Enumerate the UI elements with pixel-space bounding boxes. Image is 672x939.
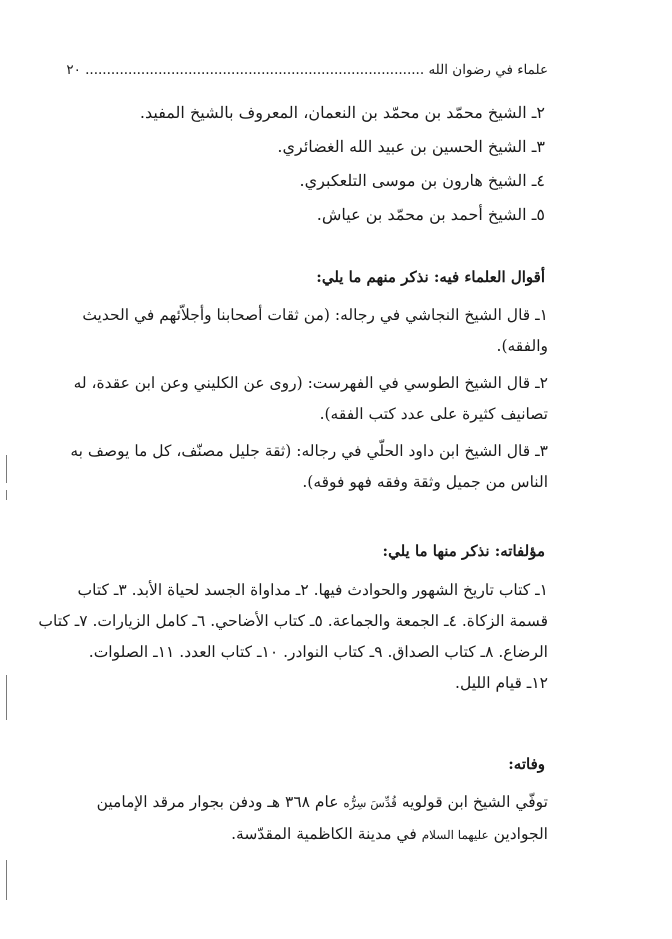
quote-line: ٢ـ قال الشيخ الطوسي في الفهرست: (روى عن الكليني وعن ابن عقدة، له: [73, 374, 548, 392]
death-text: عام ٣٦٨ هـ ودفن بجوار مرقد الإمامين: [96, 793, 339, 811]
works-heading: مؤلفاته: نذكر منها ما يلي:: [382, 542, 545, 560]
scan-artifact: [6, 455, 7, 483]
death-text: توفّي الشيخ ابن قولويه: [401, 793, 548, 811]
quote-line: ١ـ قال الشيخ النجاشي في رجاله: (من ثقات أصحابنا وأجلاّئهم في الحديث: [82, 306, 548, 324]
works-line: ١٢ـ قيام الليل.: [455, 674, 548, 692]
scan-artifact: [6, 860, 7, 900]
teacher-item: ٥ـ الشيخ أحمد بن محمّد بن عياش.: [316, 205, 545, 224]
quote-line: تصانيف كثيرة على عدد كتب الفقه).: [319, 405, 548, 423]
scan-artifact: [6, 675, 7, 720]
book-title: علماء في رضوان الله: [428, 62, 548, 78]
death-line: [96, 787, 548, 819]
death-text: الجوادين: [493, 825, 548, 843]
teacher-item: ٢ـ الشيخ محمّد بن محمّد بن النعمان، المعروف بالشيخ المفيد.: [139, 103, 545, 122]
scholar-quote: [82, 300, 548, 362]
honorific-glyph: عليهما السلام: [421, 828, 489, 842]
scholar-quote: [70, 436, 548, 498]
works-paragraph: [38, 575, 548, 699]
teacher-item: ٣ـ الشيخ الحسين بن عبيد الله الغضائري.: [277, 137, 545, 156]
scholar-quote: [73, 368, 548, 430]
death-line: [128, 819, 548, 851]
quote-line: ٣ـ قال الشيخ ابن داود الحلّي في رجاله: (ثقة جليل مصنّف، كل ما يوصف به: [70, 442, 548, 460]
works-line: قسمة الزكاة. ٤ـ الجمعة والجماعة. ٥ـ كتاب الأضاحي. ٦ـ كامل الزيارات. ٧ـ كتاب: [38, 612, 548, 630]
scholars-heading: أقوال العلماء فيه: نذكر منهم ما يلي:: [316, 268, 545, 286]
works-line: ١ـ كتاب تاريخ الشهور والحوادث فيها. ٢ـ مداواة الجسد لحياة الأبد. ٣ـ كتاب: [77, 581, 548, 599]
quote-line: والفقه).: [496, 337, 548, 355]
scan-artifact: [6, 490, 7, 500]
header-dots: ...............................................................................: [85, 62, 425, 78]
teachers-list: [140, 96, 545, 232]
teacher-item: ٤ـ الشيخ هارون بن موسى التلعكبري.: [299, 171, 545, 190]
death-paragraph: [96, 787, 548, 851]
honorific-glyph: قُدِّسَ سِرُّه: [343, 796, 397, 810]
works-line: الرضاع. ٨ـ كتاب الصداق. ٩ـ كتاب النوادر. ١٠ـ كتاب العدد. ١١ـ الصلوات.: [88, 643, 548, 661]
running-header: [66, 62, 548, 78]
quote-line: الناس من جميل وثقة وفقه فهو فوقه).: [302, 473, 548, 491]
page-number: ٢٠: [66, 62, 81, 78]
death-heading: وفاته:: [508, 755, 545, 773]
death-text: في مدينة الكاظمية المقدّسة.: [231, 825, 417, 843]
